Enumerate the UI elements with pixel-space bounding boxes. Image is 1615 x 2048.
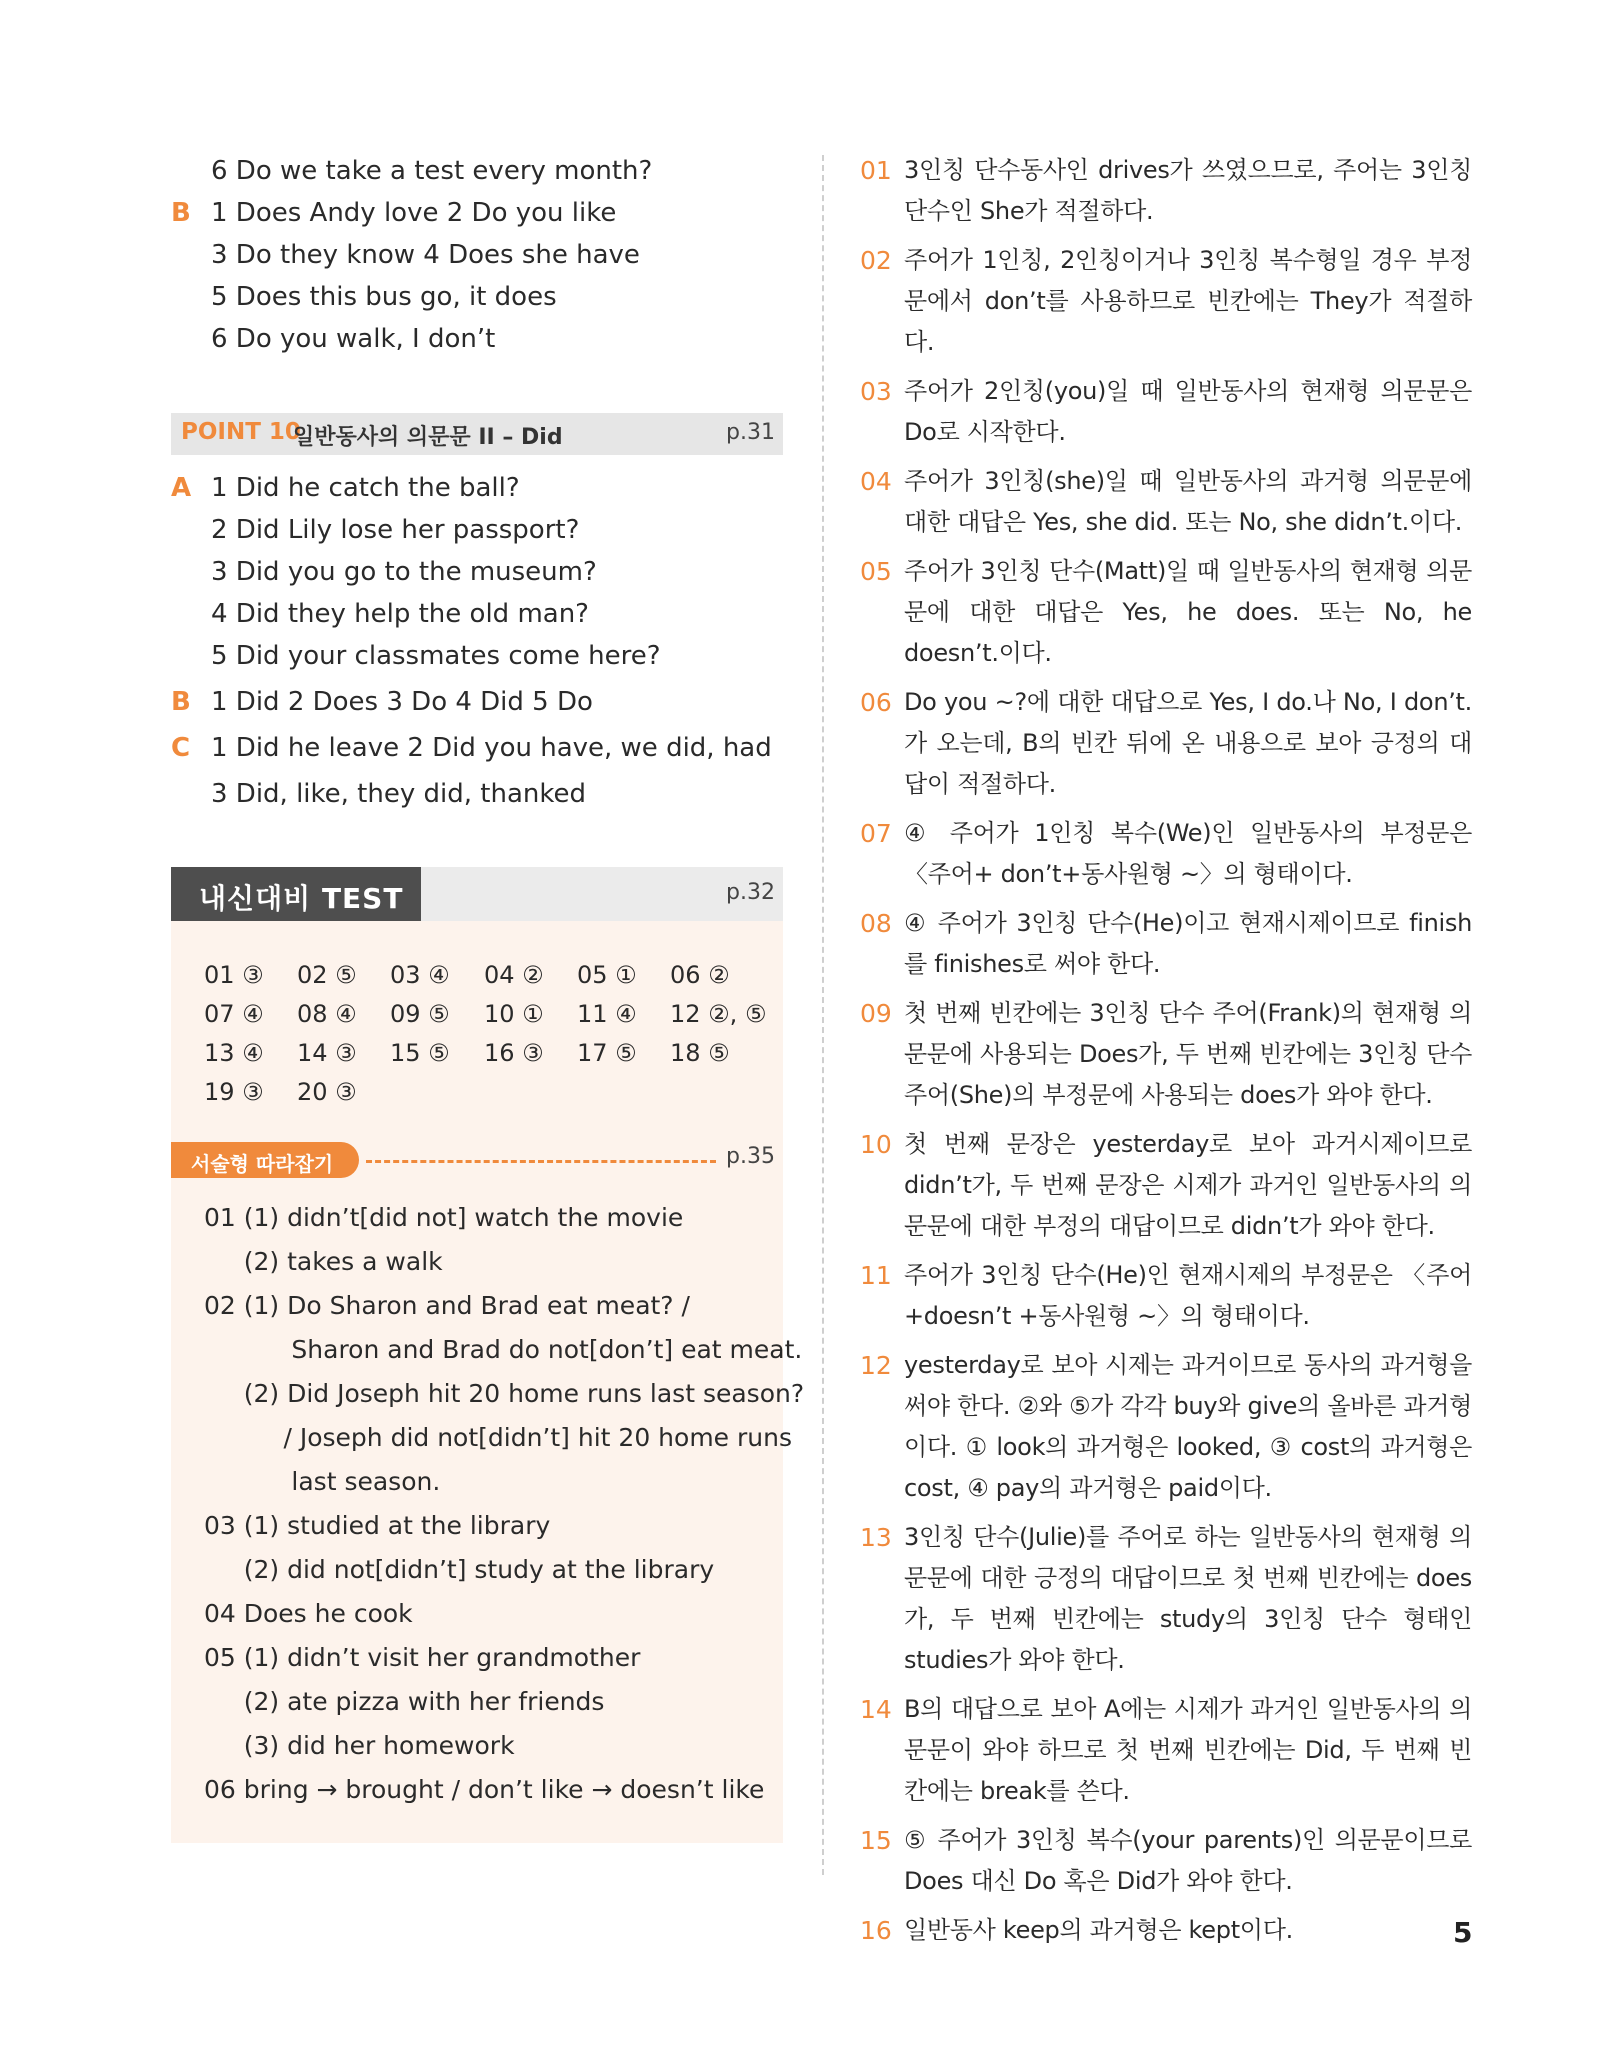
explanation-number: 02 <box>860 246 892 275</box>
explanation-item <box>860 993 1472 1116</box>
essay-line: 06 bring → brought / don’t like → doesn’t like <box>204 1775 765 1804</box>
explanation-item <box>860 150 1472 232</box>
answer-line: B 1 Did 2 Does 3 Do 4 Did 5 Do <box>171 681 783 723</box>
explanation-text: 첫 번째 문장은 yesterday로 보아 과거시제이므로 didn’t가, 두 번째 문장은 시제가 과거인 일반동사의 의문문에 대한 부정의 대답이므로 didn’t가 와야 한다. <box>904 1130 1472 1240</box>
explanation-item <box>860 551 1472 674</box>
explanation-text: yesterday로 보아 시제는 과거이므로 동사의 과거형을 써야 한다. ②와 ⑤가 각각 buy와 give의 올바른 과거형이다. ① look의 과거형은 looked, ③ cost의 과거형은 cost, ④ pay의 과거형은 paid이다. <box>904 1351 1472 1502</box>
answer-cell: 12 ②, ⑤ <box>670 1000 767 1028</box>
test-title-box <box>171 867 421 921</box>
answer-line: C 1 Did he leave 2 Did you have, we did, had <box>171 727 783 769</box>
explanation-number: 16 <box>860 1916 892 1945</box>
point-title: 일반동사의 의문문 II – Did <box>293 425 563 450</box>
section-letter: C <box>171 733 191 763</box>
answer-cell: 20 ③ <box>297 1078 357 1106</box>
answer-line: 3 Do they know 4 Does she have <box>211 240 640 270</box>
explanation-text: 일반동사 keep의 과거형은 kept이다. <box>904 1916 1293 1944</box>
answer-cell: 05 ① <box>577 961 637 989</box>
explanation-number: 07 <box>860 819 892 848</box>
point-header <box>171 413 783 455</box>
answer-line: 3 Did you go to the museum? <box>211 557 597 587</box>
explanation-text: 주어가 3인칭(she)일 때 일반동사의 과거형 의문문에 대한 대답은 Yes, she did. 또는 No, she didn’t.이다. <box>904 467 1472 536</box>
explanations <box>860 150 1472 1959</box>
explanation-text: Do you ~?에 대한 대답으로 Yes, I do.나 No, I don’t.가 오는데, B의 빈칸 뒤에 온 내용으로 보아 긍정의 대답이 적절하다. <box>904 688 1472 798</box>
essay-line: 01 (1) didn’t[did not] watch the movie <box>204 1203 684 1232</box>
answer-line: 3 Did, like, they did, thanked <box>211 779 586 809</box>
explanation-item <box>860 461 1472 543</box>
essay-line: 02 (1) Do Sharon and Brad eat meat? / <box>204 1291 690 1320</box>
answer-line: 4 Did they help the old man? <box>211 599 589 629</box>
answer-cell: 04 ② <box>484 961 544 989</box>
answer-cell: 08 ④ <box>297 1000 357 1028</box>
essay-line: 05 (1) didn’t visit her grandmother <box>204 1643 641 1672</box>
essay-line: last season. <box>204 1467 441 1496</box>
explanation-item <box>860 682 1472 805</box>
explanation-text: 주어가 3인칭 단수(He)인 현재시제의 부정문은 〈주어+doesn’t +동사원형 ~〉의 형태이다. <box>904 1261 1472 1330</box>
answer-cell: 09 ⑤ <box>390 1000 450 1028</box>
page-reference: p.35 <box>726 1144 775 1169</box>
page-reference: p.32 <box>726 880 775 905</box>
answer-cell: 07 ④ <box>204 1000 264 1028</box>
essay-answers <box>204 1196 805 1812</box>
essay-line: 03 (1) studied at the library <box>204 1511 551 1540</box>
explanation-number: 04 <box>860 467 892 496</box>
subsection-title: 서술형 따라잡기 <box>191 1152 334 1176</box>
answer-line: B 1 Does Andy love 2 Do you like <box>171 192 783 234</box>
explanation-item <box>860 903 1472 985</box>
answer-line: 2 Did Lily lose her passport? <box>211 515 580 545</box>
subsection-tag <box>171 1142 359 1178</box>
answer-line: 5 Does this bus go, it does <box>211 282 557 312</box>
test-panel <box>171 921 805 1843</box>
answer-cell: 03 ④ <box>390 961 450 989</box>
answer-cell: 19 ③ <box>204 1078 264 1106</box>
answer-line: 6 Do we take a test every month? <box>211 156 653 186</box>
answer-line: 6 Do you walk, I don’t <box>211 324 496 354</box>
essay-line: Sharon and Brad do not[don’t] eat meat. <box>204 1335 803 1364</box>
answer-cell: 11 ④ <box>577 1000 637 1028</box>
explanation-number: 09 <box>860 999 892 1028</box>
explanation-number: 05 <box>860 557 892 586</box>
answer-line: A 1 Did he catch the ball? <box>171 467 783 509</box>
explanation-number: 10 <box>860 1130 892 1159</box>
explanation-text: 3인칭 단수동사인 drives가 쓰였으므로, 주어는 3인칭 단수인 She가 적절하다. <box>904 156 1472 225</box>
explanation-item <box>860 1345 1472 1509</box>
explanation-text: 주어가 1인칭, 2인칭이거나 3인칭 복수형일 경우 부정문에서 don’t를 사용하므로 빈칸에는 They가 적절하다. <box>904 246 1472 356</box>
explanation-text: 3인칭 단수(Julie)를 주어로 하는 일반동사의 현재형 의문문에 대한 긍정의 대답이므로 첫 번째 빈칸에는 does가, 두 번째 빈칸에는 study의 3인칭 단수 형태인 studies가 와야 한다. <box>904 1523 1472 1674</box>
answer-cell: 13 ④ <box>204 1039 264 1067</box>
explanation-item <box>860 240 1472 363</box>
answer-cell: 15 ⑤ <box>390 1039 450 1067</box>
explanation-number: 12 <box>860 1351 892 1380</box>
explanation-item <box>860 1910 1472 1951</box>
essay-line: / Joseph did not[didn’t] hit 20 home runs <box>204 1423 792 1452</box>
explanation-item <box>860 371 1472 453</box>
test-header <box>171 867 783 921</box>
page-number: 5 <box>1453 1916 1473 1949</box>
explanation-item <box>860 1124 1472 1247</box>
explanation-number: 11 <box>860 1261 892 1290</box>
answer-cell: 10 ① <box>484 1000 544 1028</box>
essay-line: (3) did her homework <box>204 1731 515 1760</box>
explanation-number: 14 <box>860 1695 892 1724</box>
explanation-number: 01 <box>860 156 892 185</box>
answer-cell: 02 ⑤ <box>297 961 357 989</box>
explanation-text: 첫 번째 빈칸에는 3인칭 단수 주어(Frank)의 현재형 의문문에 사용되는 Does가, 두 번째 빈칸에는 3인칭 단수 주어(She)의 부정문에 사용되는 does가 와야 한다. <box>904 999 1472 1109</box>
answer-line: 5 Did your classmates come here? <box>211 641 661 671</box>
explanation-text: 주어가 3인칭 단수(Matt)일 때 일반동사의 현재형 의문문에 대한 대답은 Yes, he does. 또는 No, he doesn’t.이다. <box>904 557 1472 667</box>
essay-line: (2) ate pizza with her friends <box>204 1687 605 1716</box>
explanation-item <box>860 1255 1472 1337</box>
answer-cell: 17 ⑤ <box>577 1039 637 1067</box>
explanation-number: 03 <box>860 377 892 406</box>
page-reference: p.31 <box>726 420 775 445</box>
answer-cell: 16 ③ <box>484 1039 544 1067</box>
answer-cell: 06 ② <box>670 961 730 989</box>
explanation-text: 주어가 2인칭(you)일 때 일반동사의 현재형 의문문은 Do로 시작한다. <box>904 377 1472 446</box>
essay-line: (2) Did Joseph hit 20 home runs last season? <box>204 1379 805 1408</box>
explanation-text: ⑤ 주어가 3인칭 복수(your parents)인 의문문이므로 Does 대신 Do 혹은 Did가 와야 한다. <box>904 1826 1472 1895</box>
explanation-text: B의 대답으로 보아 A에는 시제가 과거인 일반동사의 의문문이 와야 하므로 첫 번째 빈칸에는 Did, 두 번째 빈칸에는 break를 쓴다. <box>904 1695 1472 1805</box>
essay-line: 04 Does he cook <box>204 1599 413 1628</box>
section-letter: B <box>171 687 191 717</box>
essay-line: (2) takes a walk <box>204 1247 443 1276</box>
explanation-item <box>860 1820 1472 1902</box>
answer-cell: 18 ⑤ <box>670 1039 730 1067</box>
answer-cell: 14 ③ <box>297 1039 357 1067</box>
explanation-text: ④ 주어가 3인칭 단수(He)이고 현재시제이므로 finish를 finishes로 써야 한다. <box>904 909 1472 978</box>
dashed-divider <box>366 1160 716 1163</box>
point-tag: POINT 10 <box>181 419 301 445</box>
explanation-text: ④ 주어가 1인칭 복수(We)인 일반동사의 부정문은 〈주어+ don’t+동사원형 ~〉의 형태이다. <box>904 819 1472 888</box>
explanation-number: 06 <box>860 688 892 717</box>
essay-line: (2) did not[didn’t] study at the library <box>204 1555 715 1584</box>
point-answers <box>171 467 783 815</box>
section-letter: A <box>171 473 192 503</box>
explanation-item <box>860 1517 1472 1681</box>
column-divider <box>822 155 824 1875</box>
explanation-item <box>860 1689 1472 1812</box>
section-letter: B <box>171 198 191 228</box>
test-title: 내신대비 TEST <box>199 882 404 915</box>
answer-list-top <box>171 150 783 360</box>
explanation-item <box>860 813 1472 895</box>
explanation-number: 13 <box>860 1523 892 1552</box>
answer-cell: 01 ③ <box>204 961 264 989</box>
explanation-number: 08 <box>860 909 892 938</box>
explanation-number: 15 <box>860 1826 892 1855</box>
